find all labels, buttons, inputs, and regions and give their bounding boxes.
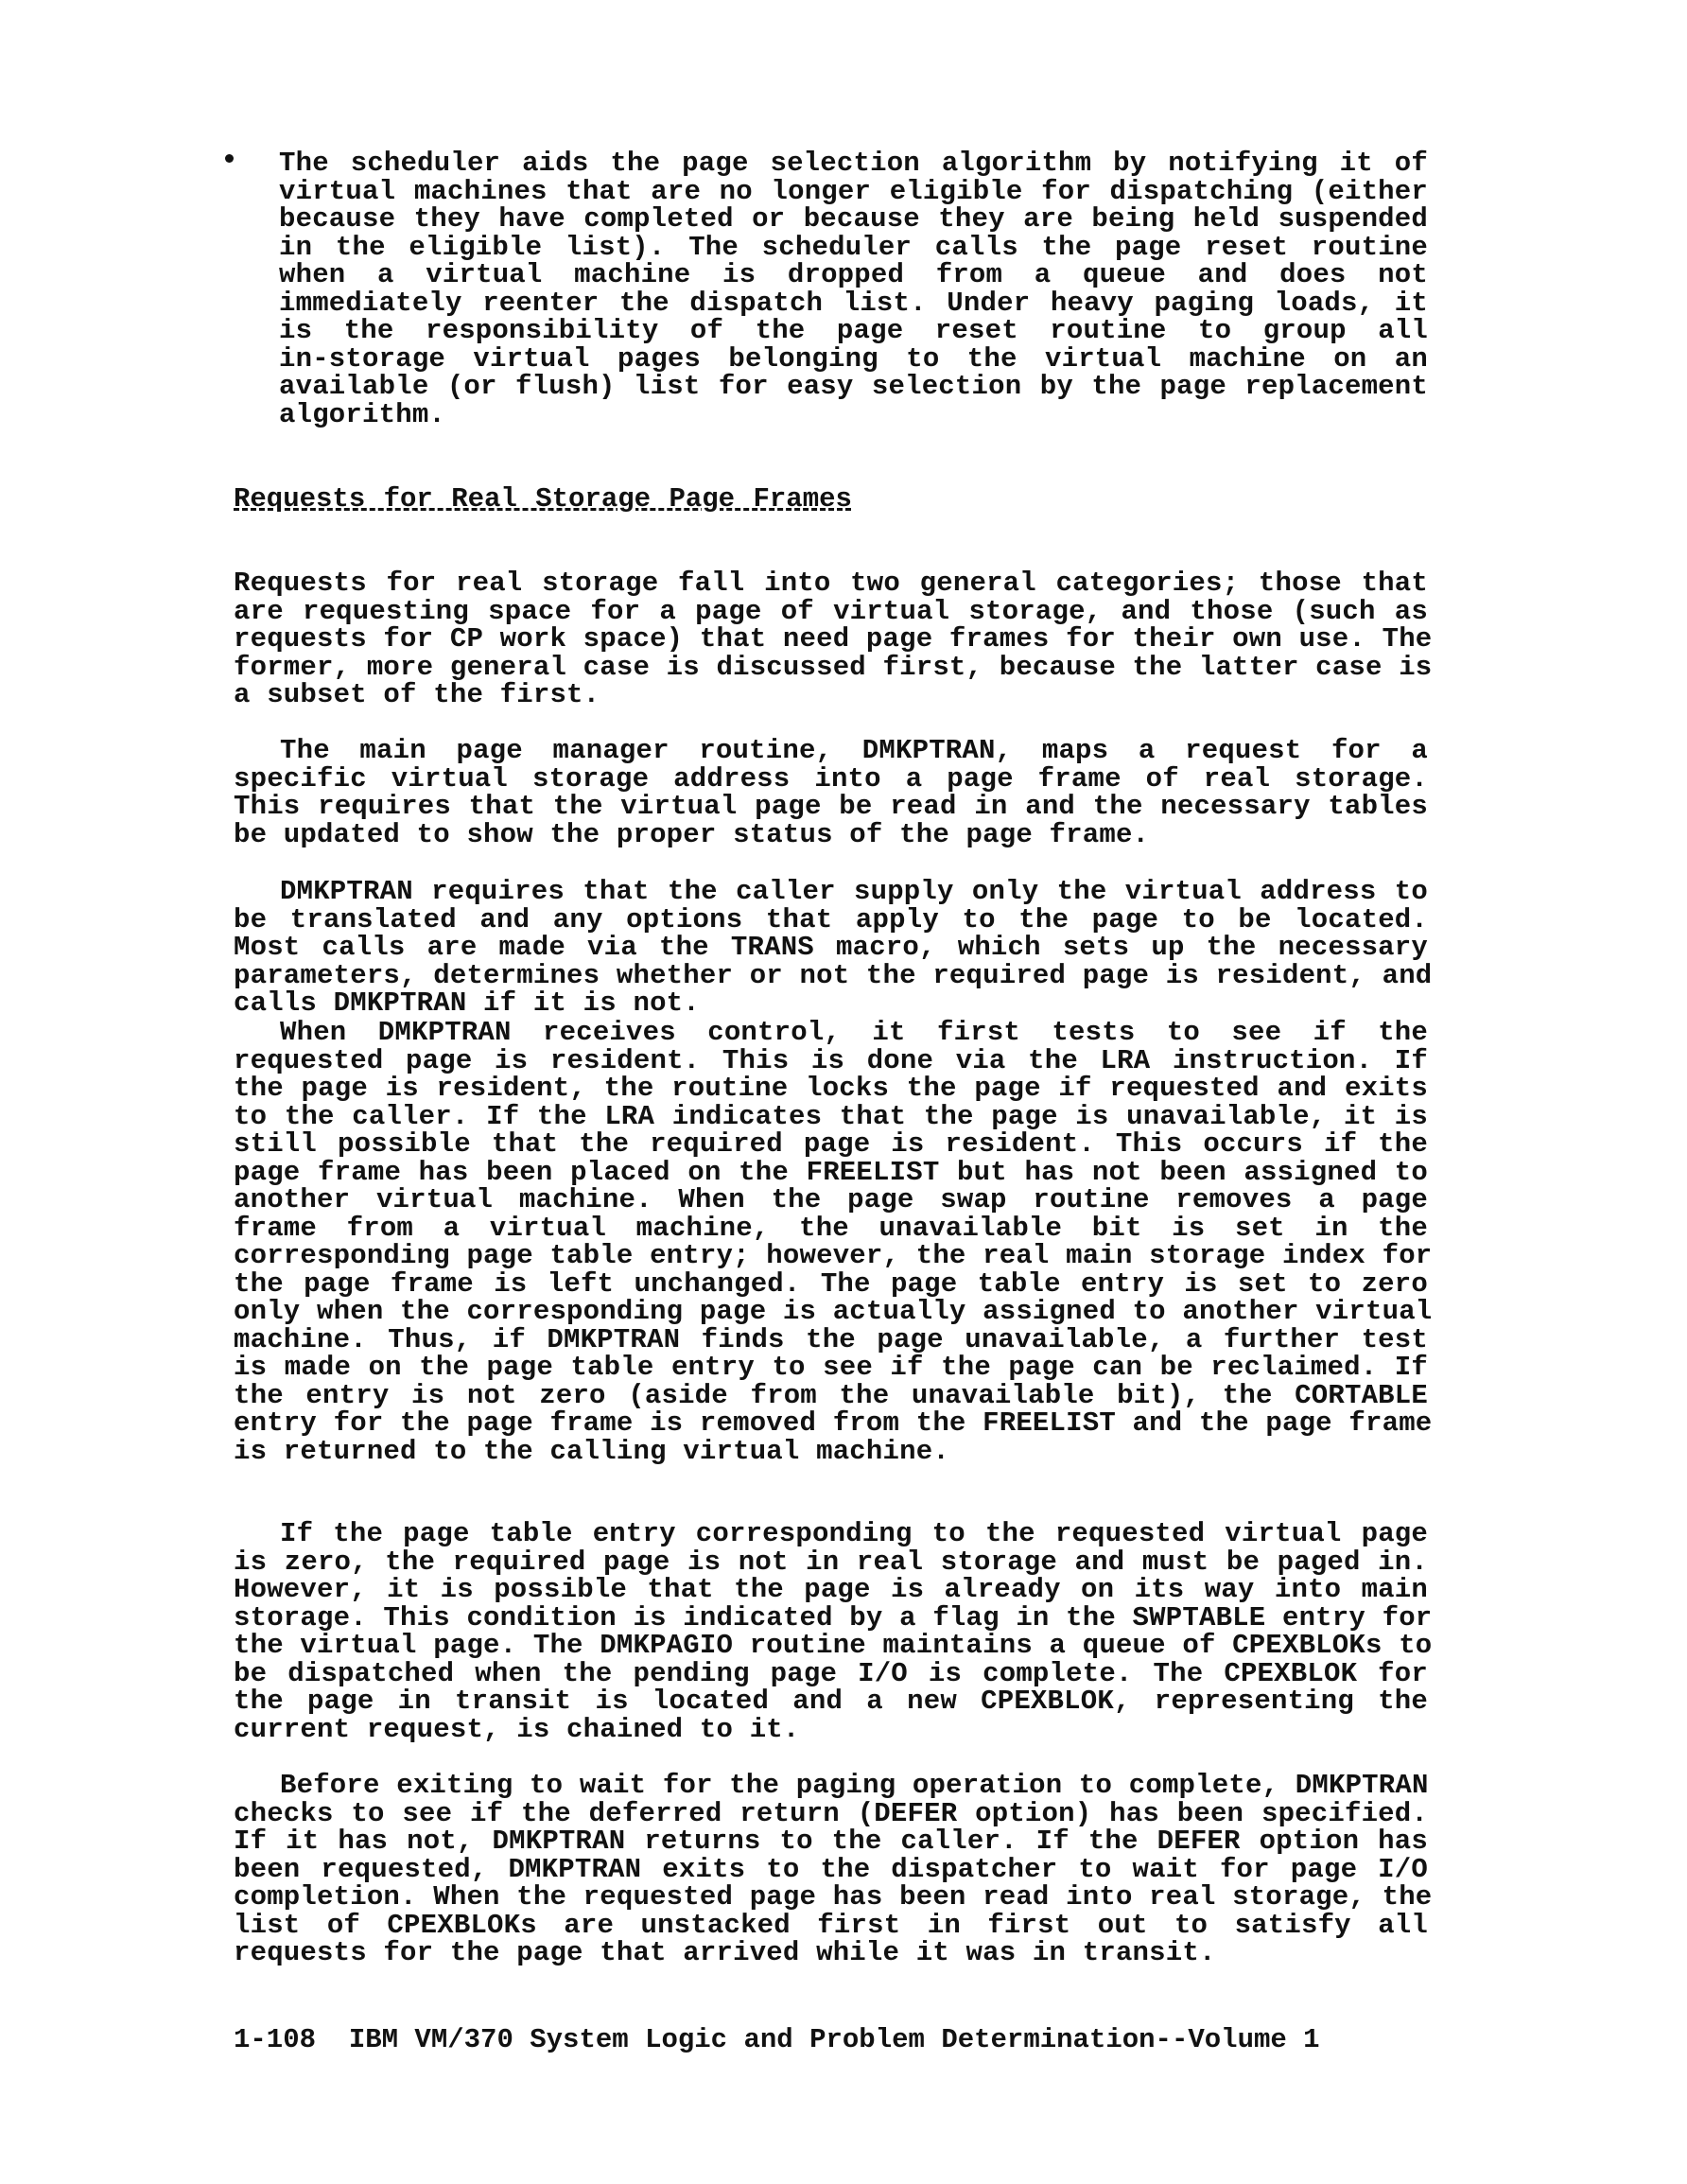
text-line: former, more general case is discussed first, because the latter case is bbox=[234, 651, 1433, 683]
text-line: be dispatched when the pending page I/O is complete. The CPEXBLOK for bbox=[234, 1657, 1428, 1689]
text-line: requests for the page that arrived while it was in transit. bbox=[234, 1937, 1216, 1968]
text-line: machine. Thus, if DMKPTRAN finds the page unavailable, a further test bbox=[234, 1323, 1428, 1355]
text-line: is returned to the calling virtual machine. bbox=[234, 1435, 949, 1467]
text-line: the page frame is left unchanged. The page table entry is set to zero bbox=[234, 1267, 1428, 1300]
text-line: page frame has been placed on the FREELIST but has not been assigned to bbox=[234, 1156, 1428, 1188]
text-line: in the eligible list). The scheduler calls the page reset routine bbox=[279, 231, 1428, 263]
text-line: to the caller. If the LRA indicates that the page is unavailable, it is bbox=[234, 1100, 1428, 1132]
text-line: checks to see if the deferred return (DEFER option) has been specified. bbox=[234, 1797, 1428, 1829]
text-line: frame from a virtual machine, the unavailable bit is set in the bbox=[234, 1212, 1428, 1244]
text-line: virtual machines that are no longer eligible for dispatching (either bbox=[279, 175, 1428, 207]
text-line: the virtual page. The DMKPAGIO routine maintains a queue of CPEXBLOKs to bbox=[234, 1630, 1433, 1661]
paragraph bbox=[234, 737, 1428, 848]
bullet-paragraph bbox=[279, 149, 1428, 428]
text-line: If it has not, DMKPTRAN returns to the caller. If the DEFER option has bbox=[234, 1826, 1428, 1857]
text-line: corresponding page table entry; however, the real main storage index for bbox=[234, 1240, 1433, 1271]
text-line: another virtual machine. When the page swap routine removes a page bbox=[234, 1184, 1428, 1215]
text-line: If the page table entry corresponding to the requested virtual page bbox=[280, 1518, 1428, 1549]
paragraph bbox=[234, 1770, 1433, 1968]
text-line: However, it is possible that the page is already on its way into main bbox=[234, 1574, 1428, 1605]
text-line: the entry is not zero (aside from the unavailable bit), the CORTABLE bbox=[234, 1379, 1428, 1411]
text-line: list of CPEXBLOKs are unstacked first in first out to satisfy all bbox=[234, 1909, 1428, 1941]
text-line: is made on the page table entry to see if the page can be reclaimed. If bbox=[234, 1352, 1428, 1383]
text-line: entry for the page frame is removed from the FREELIST and the page frame bbox=[234, 1407, 1433, 1439]
text-line: the page in transit is located and a new CPEXBLOK, representing the bbox=[234, 1686, 1428, 1717]
text-line: is the responsibility of the page reset routine to group all bbox=[279, 315, 1428, 346]
text-line: current request, is chained to it. bbox=[234, 1713, 800, 1745]
text-line: in-storage virtual pages belonging to the virtual machine on an bbox=[279, 342, 1428, 375]
text-line: requested page is resident. This is done via the LRA instruction. If bbox=[234, 1044, 1428, 1076]
section-heading: Requests for Real Storage Page Frames bbox=[234, 483, 852, 515]
text-line: requests for CP work space) that need page frames for their own use. The bbox=[234, 623, 1433, 655]
text-line: specific virtual storage address into a page frame of real storage. bbox=[234, 762, 1428, 795]
text-line: When DMKPTRAN receives control, it first tests to see if the bbox=[280, 1017, 1428, 1048]
text-line: be translated and any options that apply to the page to be located. bbox=[234, 903, 1428, 935]
text-line: only when the corresponding page is actually assigned to another virtual bbox=[234, 1296, 1433, 1327]
text-line: The scheduler aids the page selection algorithm by notifying it of bbox=[279, 148, 1428, 179]
text-line: Most calls are made via the TRANS macro, which sets up the necessary bbox=[234, 932, 1428, 963]
text-line: still possible that the required page is resident. This occurs if the bbox=[234, 1128, 1428, 1160]
text-line: The main page manager routine, DMKPTRAN, maps a request for a bbox=[280, 735, 1428, 766]
text-line: because they have completed or because they are being held suspended bbox=[279, 203, 1428, 235]
page-footer: 1-108 IBM VM/370 System Logic and Problem Determination--Volume 1 bbox=[234, 2024, 1320, 2055]
text-line: when a virtual machine is dropped from a queue and does not bbox=[279, 259, 1428, 290]
bullet-icon bbox=[225, 154, 234, 163]
text-line: been requested, DMKPTRAN exits to the dispatcher to wait for page I/O bbox=[234, 1853, 1428, 1885]
paragraph bbox=[234, 876, 1433, 1019]
text-line: calls DMKPTRAN if it is not. bbox=[234, 987, 700, 1019]
text-line: Before exiting to wait for the paging operation to complete, DMKPTRAN bbox=[280, 1770, 1429, 1801]
text-line: algorithm. bbox=[279, 398, 446, 430]
text-line: immediately reenter the dispatch list. Under heavy paging loads, it bbox=[279, 287, 1428, 319]
text-line: are requesting space for a page of virtual storage, and those (such as bbox=[234, 595, 1428, 627]
paragraph bbox=[234, 568, 1433, 710]
text-line: is zero, the required page is not in real storage and must be paged in. bbox=[234, 1546, 1428, 1578]
text-line: Requests for real storage fall into two general categories; those that bbox=[234, 568, 1428, 599]
paragraph bbox=[234, 1518, 1433, 1745]
text-line: a subset of the first. bbox=[234, 679, 600, 710]
text-line: available (or flush) list for easy selection by the page replacement bbox=[279, 371, 1428, 402]
text-line: storage. This condition is indicated by a flag in the SWPTABLE entry for bbox=[234, 1601, 1433, 1634]
text-line: completion. When the requested page has been read into real storage, the bbox=[234, 1881, 1433, 1913]
text-line: be updated to show the proper status of the page frame. bbox=[234, 818, 1150, 850]
text-line: parameters, determines whether or not the required page is resident, and bbox=[234, 959, 1433, 991]
text-line: This requires that the virtual page be read in and the necessary tables bbox=[234, 791, 1428, 822]
text-line: DMKPTRAN requires that the caller supply only the virtual address to bbox=[280, 876, 1428, 907]
text-line: the page is resident, the routine locks the page if requested and exits bbox=[234, 1073, 1428, 1104]
paragraph bbox=[234, 1017, 1433, 1467]
